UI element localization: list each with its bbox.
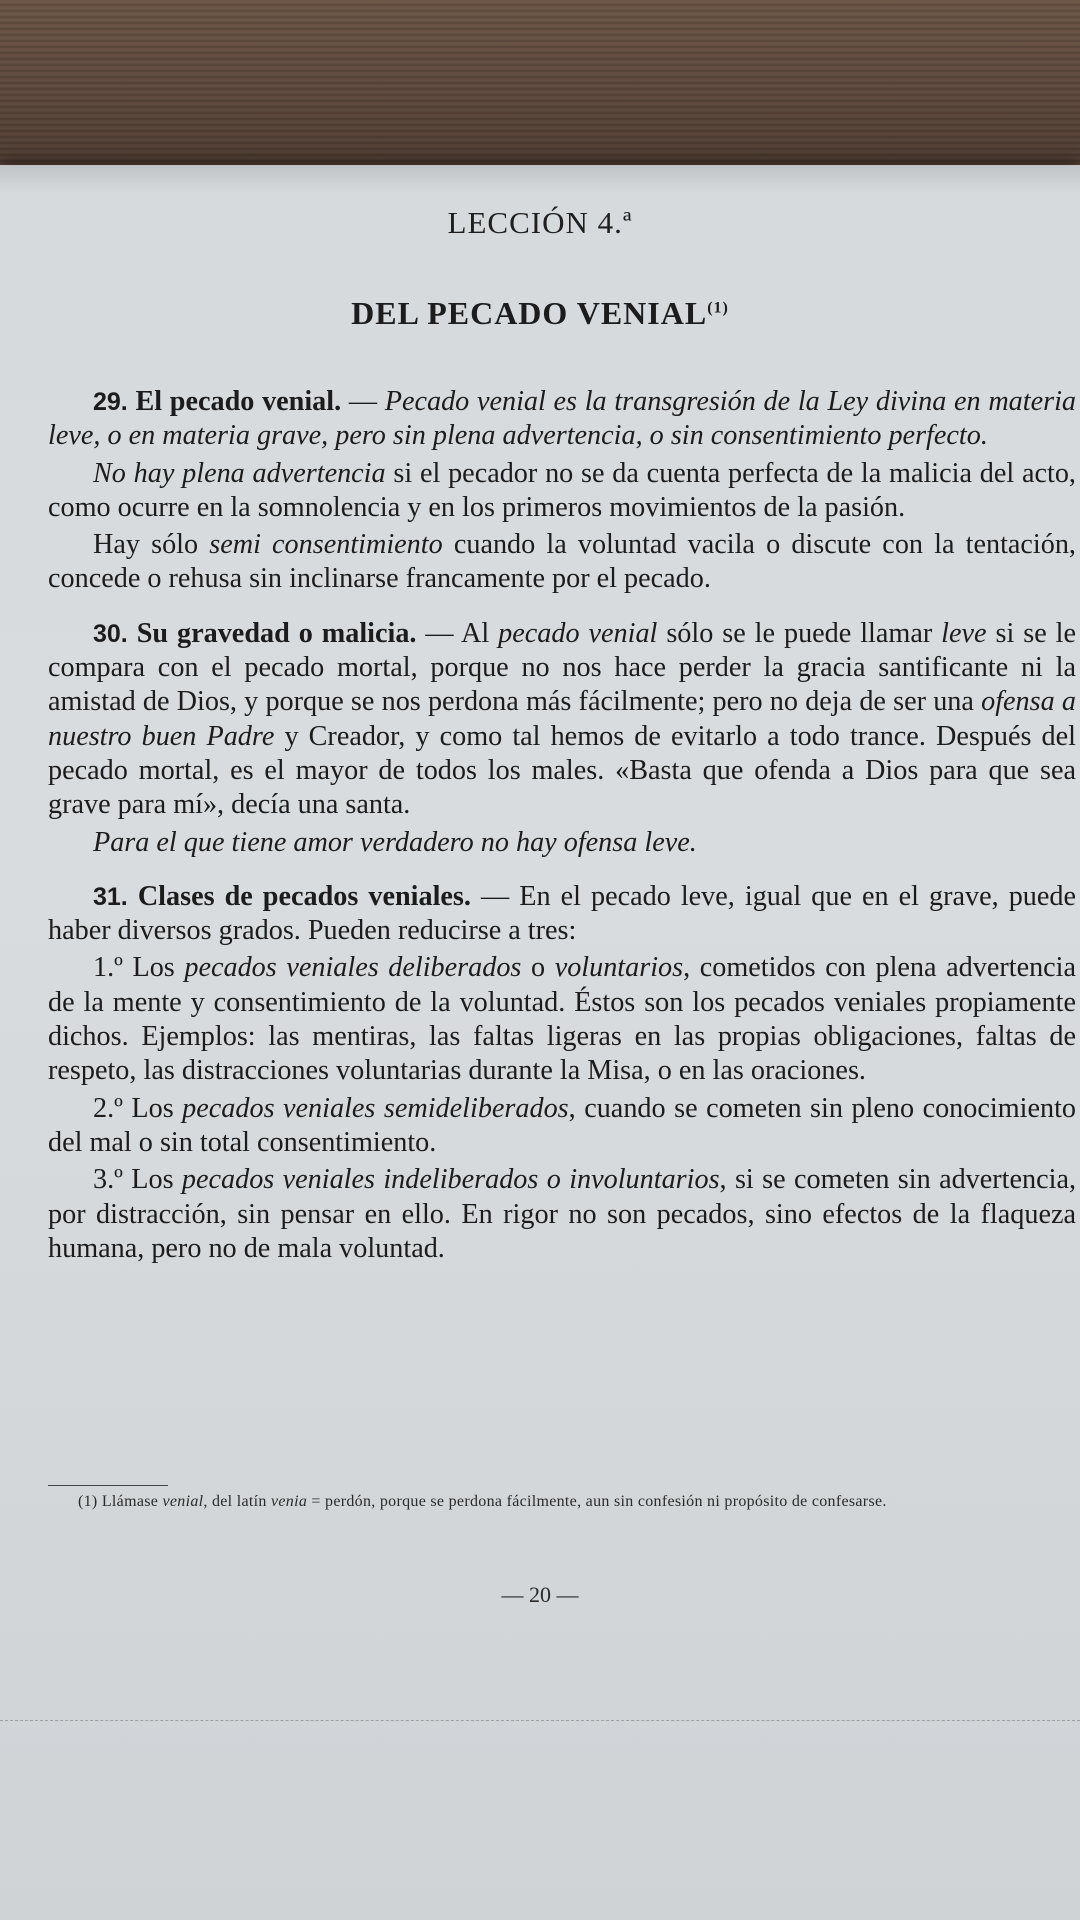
section-29-paragraph-2: No hay plena advertencia si el pecador no se da cuenta perfecta de la malicia del acto, como ocurre en la somnolencia y en los primeros movimientos de la pasión. (48, 457, 1076, 523)
chapter-heading (0, 295, 1080, 332)
body-text (48, 385, 1076, 1266)
list-item-2: 2.º Los pecados veniales semideliberados, cuando se cometen sin pleno conocimiento del mal o sin total consentimiento. (48, 1092, 1076, 1158)
list-item-3: 3.º Los pecados veniales indeliberados o involuntarios, si se cometen sin advertencia, por distracción, sin pensar en ello. En rigor no son pecados, sino efectos de la flaqueza humana, pero no de mala voluntad. (48, 1164, 1077, 1264)
section-30-paragraph-1: 30. Su gravedad o malicia. — Al pecado venial sólo se le puede llamar leve si se le compara con el pecado mortal, porque no nos hace perder la gracia santificante ni la amistad de Dios, y porque se nos perdona más fácilmente; pero no deja de ser una ofensa a nuestro buen Padre y Creador, y como tal hemos de evitarlo a todo trance. Después del pecado mortal, es el mayor de todos los males. «Basta que ofenda a Dios para que sea grave para mí», decía una santa. (48, 617, 1077, 821)
chapter-heading-text: DEL PECADO VENIAL (351, 295, 708, 331)
section-29-paragraph-3: Hay sólo semi consentimiento cuando la voluntad vacila o discute con la tentación, concede o rehusa sin inclinarse francamente por el pecado. (48, 529, 1076, 595)
section-29-paragraph-1: 29. El pecado venial. — Pecado venial es la transgresión de la Ley divina en materia leve, o en materia grave, pero sin plena advertencia, o sin consentimiento perfecto. (48, 386, 1077, 452)
section-title: El pecado venial. (135, 386, 342, 417)
definition-text: Pecado venial es la transgresión de la Ley divina en materia leve, o en materia grave, pero sin plena advertencia, o sin consentimiento perfecto. (48, 386, 1077, 452)
page-bottom-edge (0, 1720, 1080, 1727)
section-30-paragraph-2: Para el que tiene amor verdadero no hay ofensa leve. (93, 826, 697, 858)
footnote: (1) Llámase venial, del latín venia = perdón, porque se perdona fácilmente, aun sin confesión ni propósito de confesarse. (78, 1493, 887, 1510)
page-number: — 20 — (501, 1582, 579, 1607)
lesson-number: LECCIÓN 4.ª (447, 205, 633, 240)
section-number: 29. (93, 388, 128, 416)
section-31-intro: 31. Clases de pecados veniales. — En el pecado leve, igual que en el grave, puede haber diversos grados. Pueden reducirse a tres: (48, 880, 1077, 947)
section-number: 31. (93, 882, 128, 911)
section-number: 30. (93, 619, 128, 648)
heading-footnote-marker: (1) (707, 299, 729, 317)
list-item-1: 1.º Los pecados veniales deliberados o voluntarios, cometidos con plena advertencia de la mente y consentimiento de la voluntad. Éstos son los pecados veniales propiamente dichos. Ejemplos: las mentiras, las faltas ligeras en las propias obligaciones, faltas de respeto, las distracciones voluntarias durante la Misa, o en las oraciones. (48, 952, 1077, 1087)
wooden-table-background (0, 0, 1080, 180)
footnote-divider (48, 1485, 168, 1486)
section-title: Clases de pecados veniales. (137, 880, 471, 912)
section-title: Su gravedad o malicia. (136, 617, 417, 649)
